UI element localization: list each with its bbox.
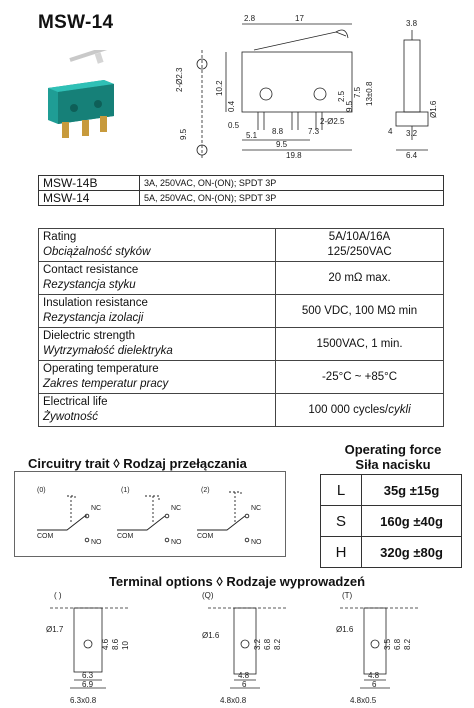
circ-tag-0: (0): [37, 487, 46, 494]
terminal-d3-2: 8.2: [403, 638, 412, 650]
terminal-caption-0: 6.3x0.8: [70, 696, 97, 705]
terminal-w1-1: 4.8: [238, 671, 250, 680]
spec-label-pl: Rezystancja izolacji: [43, 312, 144, 324]
table-row: [39, 328, 444, 361]
model-name: MSW-14B: [39, 176, 140, 191]
circ-tag-1: (1): [121, 487, 130, 494]
terminal-diagram-0: [40, 588, 160, 708]
circ-no-0: NO: [91, 539, 102, 546]
circ-com-1: COM: [117, 533, 134, 540]
dim-right-5: 4: [388, 127, 393, 136]
dimension-labels: [175, 14, 438, 160]
model-desc: 5A, 250VAC, ON-(ON); SPDT 3P: [140, 191, 444, 206]
circ-no-1: NO: [171, 539, 182, 546]
spec-label: Electrical life: [43, 396, 108, 408]
spec-value: -25°C ~ +85°C: [276, 361, 444, 394]
dim-right-4: 2.5: [337, 90, 346, 102]
force-key: L: [321, 475, 362, 506]
terminal-diagram-2: [336, 588, 446, 708]
force-title: [328, 442, 458, 472]
model-name: MSW-14: [39, 191, 140, 206]
dimension-drawing: [160, 10, 460, 160]
dim-right-6: Ø1.6: [429, 100, 438, 118]
spec-label-pl: Obciążalność styków: [43, 246, 151, 258]
terminal-tag-0: ( ): [54, 591, 62, 600]
dim-bottom-4: 9.5: [276, 140, 288, 149]
terminal-hole-0: Ø1.7: [46, 625, 64, 634]
force-key: H: [321, 537, 362, 568]
force-table: [320, 474, 462, 568]
dim-right-1: 7.5: [353, 86, 362, 98]
terminal-hole-2: Ø1.6: [336, 625, 354, 634]
dim-top-3: 3.8: [406, 19, 418, 28]
circ-no-2: NO: [251, 539, 262, 546]
dim-bottom-3: 7.3: [308, 127, 320, 136]
table-row: [39, 394, 444, 427]
force-title-en: Operating force: [344, 442, 442, 457]
terminal-tag-1: (Q): [202, 591, 214, 600]
specs-table: [38, 228, 444, 427]
spec-label: Insulation resistance: [43, 297, 148, 309]
spec-label: Dielectric strength: [43, 330, 136, 342]
dim-left-1: 2-Ø2.3: [175, 67, 184, 92]
terminal-d3-1: 8.2: [273, 638, 282, 650]
terminal-d2-2: 6.8: [393, 638, 402, 650]
terminal-caption-1: 4.8x0.8: [220, 696, 247, 705]
dim-left-5: 9.5: [179, 128, 188, 140]
table-row: [39, 229, 444, 262]
terminals-title: Terminal options ◊ Rodzaje wyprowadzeń: [108, 574, 366, 589]
terminal-hole-1: Ø1.6: [202, 631, 220, 640]
terminal-w2-1: 6: [242, 680, 247, 689]
dim-bottom-5: 19.8: [286, 151, 302, 160]
force-value: 160g ±40g: [362, 506, 462, 537]
table-row: [39, 361, 444, 394]
spec-value: 500 VDC, 100 MΩ min: [276, 295, 444, 328]
terminal-w2-0: 6.9: [82, 680, 94, 689]
circ-tag-2: (2): [201, 487, 210, 494]
force-title-pl: Siła nacisku: [355, 457, 431, 472]
terminal-w2-2: 6: [372, 680, 377, 689]
spec-label: Contact resistance: [43, 264, 139, 276]
spec-label-pl: Zakres temperatur pracy: [43, 378, 169, 390]
terminal-d1-1: 3.2: [253, 638, 262, 650]
dim-bottom-7: 3.2: [406, 129, 418, 138]
table-row: [321, 506, 462, 537]
spec-value-2: 125/250VAC: [327, 246, 392, 258]
force-value: 320g ±80g: [362, 537, 462, 568]
spec-label-pl: Rezystancja styku: [43, 279, 136, 291]
terminal-d1-0: 4.6: [101, 638, 110, 650]
spec-value: 20 mΩ max.: [276, 262, 444, 295]
terminal-d2-0: 8.6: [111, 638, 120, 650]
dim-top-2: 17: [295, 14, 304, 23]
circuitry-diagrams: [15, 472, 285, 556]
table-row: [39, 191, 444, 206]
models-table: [38, 175, 444, 206]
table-row: [39, 262, 444, 295]
circuitry-box: [14, 471, 286, 557]
terminal-caption-2: 4.8x0.5: [350, 696, 377, 705]
circ-com-0: COM: [37, 533, 54, 540]
force-key: S: [321, 506, 362, 537]
spec-value: 1500VAC, 1 min.: [276, 328, 444, 361]
dim-top-1: 2.8: [244, 14, 256, 23]
spec-label: Operating temperature: [43, 363, 159, 375]
table-row: [39, 295, 444, 328]
dim-bottom-2: 8.8: [272, 127, 284, 136]
table-row: [321, 475, 462, 506]
terminal-d3-0: 10: [121, 641, 130, 650]
circ-nc-0: NC: [91, 505, 102, 512]
circ-nc-1: NC: [171, 505, 182, 512]
terminal-d1-2: 3.5: [383, 638, 392, 650]
table-row: [39, 176, 444, 191]
switch-photo: [40, 50, 118, 140]
spec-label: Rating: [43, 231, 77, 243]
circ-com-2: COM: [197, 533, 214, 540]
dim-bottom-8: 6.4: [406, 151, 418, 160]
dim-bottom-6: 2-Ø2.5: [320, 117, 345, 126]
model-desc: 3A, 250VAC, ON-(ON); SPDT 3P: [140, 176, 444, 191]
force-value: 35g ±15g: [362, 475, 462, 506]
table-row: [321, 537, 462, 568]
spec-value-pl: cykli: [388, 403, 411, 416]
terminal-d2-1: 6.8: [263, 638, 272, 650]
spec-label-pl: Żywotność: [43, 411, 98, 423]
terminal-w1-0: 6.3: [82, 671, 94, 680]
spec-value: 5A/10A/16A: [328, 231, 391, 243]
circ-nc-2: NC: [251, 505, 262, 512]
circuitry-title: Circuitry trait ◊ Rodzaj przełączania: [28, 456, 247, 471]
dim-bottom-1: 5.1: [246, 131, 258, 140]
dim-left-2: 10.2: [215, 80, 224, 96]
dim-left-3: 0.4: [227, 100, 236, 112]
dim-right-3: 9.5: [345, 100, 354, 112]
terminal-tag-2: (T): [342, 591, 353, 600]
product-title: MSW-14: [38, 12, 114, 33]
terminal-diagram-1: [198, 588, 308, 708]
dim-right-2: 13±0.8: [365, 81, 374, 106]
terminal-w1-2: 4.8: [368, 671, 380, 680]
spec-value: 100 000 cycles/: [308, 403, 389, 416]
spec-label-pl: Wytrzymałość dielektryka: [43, 345, 173, 357]
dim-left-4: 0.5: [228, 121, 240, 130]
